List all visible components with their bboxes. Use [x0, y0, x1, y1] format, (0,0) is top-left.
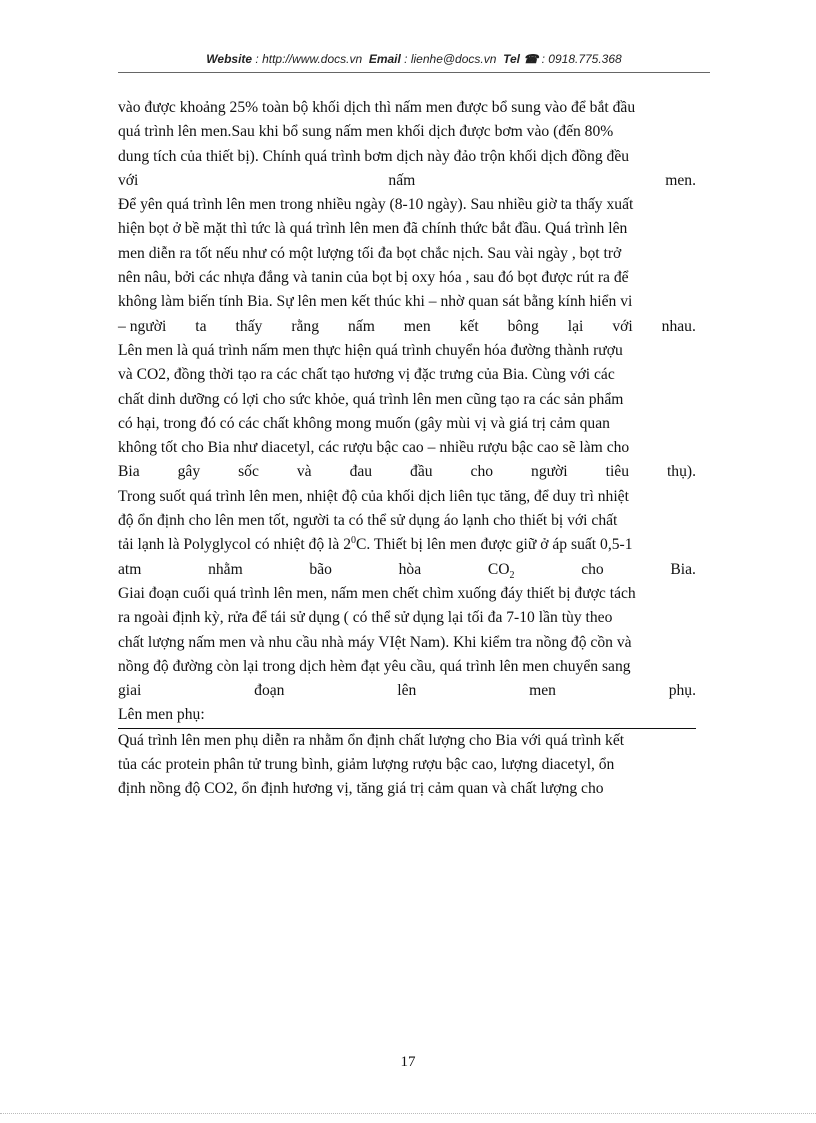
word: sốc	[238, 463, 259, 481]
text-line: và CO2, đồng thời tạo ra các chất tạo hương vị đặc trưng của Bia. Cùng với các	[118, 366, 615, 384]
co2-text: CO	[487, 560, 510, 578]
word: gây	[177, 463, 201, 481]
text-line: hiện bọt ở bề mặt thì tức là quá trình lên men đã chính thức bắt đầu. Quá trình lên	[118, 220, 628, 238]
word: Lên	[118, 706, 143, 724]
word: lại	[567, 317, 584, 335]
word: và	[296, 463, 312, 481]
text-line: men diễn ra tốt nếu như có một lượng tối đa bọt chắc nịch. Sau vài ngày , bọt trở	[118, 244, 622, 262]
section-heading	[118, 703, 696, 728]
word: bông	[507, 317, 539, 335]
word: đầu	[410, 463, 433, 481]
text-line: chất lượng nấm men và nhu cầu nhà máy VIệt Nam). Khi kiểm tra nồng độ cồn và	[118, 633, 632, 651]
word: kết	[459, 317, 479, 335]
text-line: độ ổn định cho lên men tốt, người ta có thể sử dụng áo lạnh cho thiết bị với chất	[118, 512, 618, 530]
page-number: 17	[400, 1054, 416, 1070]
word: men.	[665, 171, 696, 189]
word: Bia.	[670, 560, 696, 578]
page-bottom-divider	[0, 1113, 816, 1114]
text-line: nên nâu, bởi các nhựa đắng và tanin của bọt bị oxy hóa , sau đó bọt được rút ra để	[118, 269, 629, 287]
text-line: không tốt cho Bia như diacetyl, các rượu bậc cao – nhiều rượu bậc cao sẽ làm cho	[118, 439, 630, 457]
email-label: Email	[368, 52, 401, 66]
word: lên	[397, 682, 417, 700]
word: cho	[581, 560, 604, 578]
word: nấm	[347, 317, 375, 335]
word: atm	[118, 560, 142, 578]
header-divider	[118, 72, 710, 73]
word: nhau.	[661, 317, 696, 335]
text-run: tải lạnh là Polyglycol có nhiệt độ là 2	[118, 536, 351, 554]
word: phụ.	[668, 682, 696, 700]
word: đau	[349, 463, 373, 481]
text-line: dung tích của thiết bị). Chính quá trình bơm dịch này đảo trộn khối dịch đồng đều	[118, 147, 630, 165]
text-line: Quá trình lên men phụ diễn ra nhằm ổn định chất lượng cho Bia với quá trình kết	[118, 731, 625, 749]
text-line: Giai đoạn cuối quá trình lên men, nấm men chết chìm xuống đáy thiết bị được tách	[118, 584, 636, 602]
website-label: Website	[206, 52, 253, 66]
word	[488, 558, 515, 582]
document-body	[118, 96, 696, 802]
word: rằng	[291, 317, 320, 335]
word: Bia	[118, 463, 140, 481]
page-header	[118, 52, 710, 66]
tel-value: : 0918.775.368	[541, 52, 622, 66]
superscript: 0	[351, 535, 356, 547]
justified-line	[118, 460, 696, 484]
word: men	[403, 317, 431, 335]
text-line: có hại, trong đó có các chất không mong muốn (gây mùi vị và giá trị cảm quan	[118, 414, 610, 432]
phone-icon: ☎	[523, 52, 539, 66]
word: người	[531, 463, 568, 481]
justified-line	[118, 169, 696, 193]
word: – người	[118, 317, 167, 335]
website-link[interactable]: : http://www.docs.vn	[255, 52, 363, 66]
word: ta	[195, 317, 207, 335]
word: men	[146, 706, 174, 724]
email-link[interactable]: : lienhe@docs.vn	[404, 52, 497, 66]
text-line: quá trình lên men.Sau khi bổ sung nấm men khối dịch được bơm vào (đến 80%	[118, 123, 614, 141]
text-line: chất dinh dưỡng có lợi cho sức khỏe, quá trình lên men cũng tạo ra các sản phẩm	[118, 390, 624, 408]
subscript: 2	[509, 569, 515, 581]
word: với	[612, 317, 633, 335]
word: với	[118, 171, 139, 189]
text-line: vào được khoảng 25% toàn bộ khối dịch thì nấm men được bổ sung vào để bắt đầu	[118, 99, 636, 116]
text-line: Để yên quá trình lên men trong nhiều ngày (8-10 ngày). Sau nhiều giờ ta thấy xuất	[118, 196, 634, 214]
text-line: Trong suốt quá trình lên men, nhiệt độ của khối dịch liên tục tăng, để duy trì nhiệt	[118, 487, 629, 505]
justified-line	[118, 679, 696, 703]
word: nhằm	[208, 560, 243, 578]
text-line: nồng độ đường còn lại trong dịch hèm đạt yêu cầu, quá trình lên men chuyển sang	[118, 657, 631, 675]
text-line	[118, 533, 696, 557]
text-line: ra ngoài định kỳ, rửa để tái sử dụng ( có thể sử dụng lại tối đa 7-10 lần tùy theo	[118, 609, 613, 627]
word: thụ).	[666, 463, 696, 481]
word: phụ:	[176, 706, 205, 724]
text-line: tủa các protein phân tử trung bình, giảm lượng rượu bậc cao, lượng diacetyl, ổn	[118, 756, 615, 774]
text-run: C. Thiết bị lên men được giữ ở áp suất 0,5-1	[356, 536, 633, 554]
justified-line	[118, 558, 696, 582]
text-line: định nồng độ CO2, ổn định hương vị, tăng giá trị cảm quan và chất lượng cho	[118, 780, 604, 798]
word: men	[529, 682, 556, 700]
word: nấm	[388, 171, 416, 189]
word: thấy	[235, 317, 263, 335]
justified-line	[118, 315, 696, 339]
word: hòa	[398, 560, 422, 578]
word: tiêu	[605, 463, 629, 481]
word: đoạn	[254, 682, 285, 700]
word: giai	[118, 682, 142, 700]
word: cho	[470, 463, 494, 481]
word: bão	[309, 560, 332, 578]
tel-label: Tel	[503, 52, 520, 66]
text-line: Lên men là quá trình nấm men thực hiện quá trình chuyển hóa đường thành rượu	[118, 341, 623, 359]
text-line: không làm biến tính Bia. Sự lên men kết thúc khi – nhờ quan sát bằng kính hiển vi	[118, 293, 633, 311]
